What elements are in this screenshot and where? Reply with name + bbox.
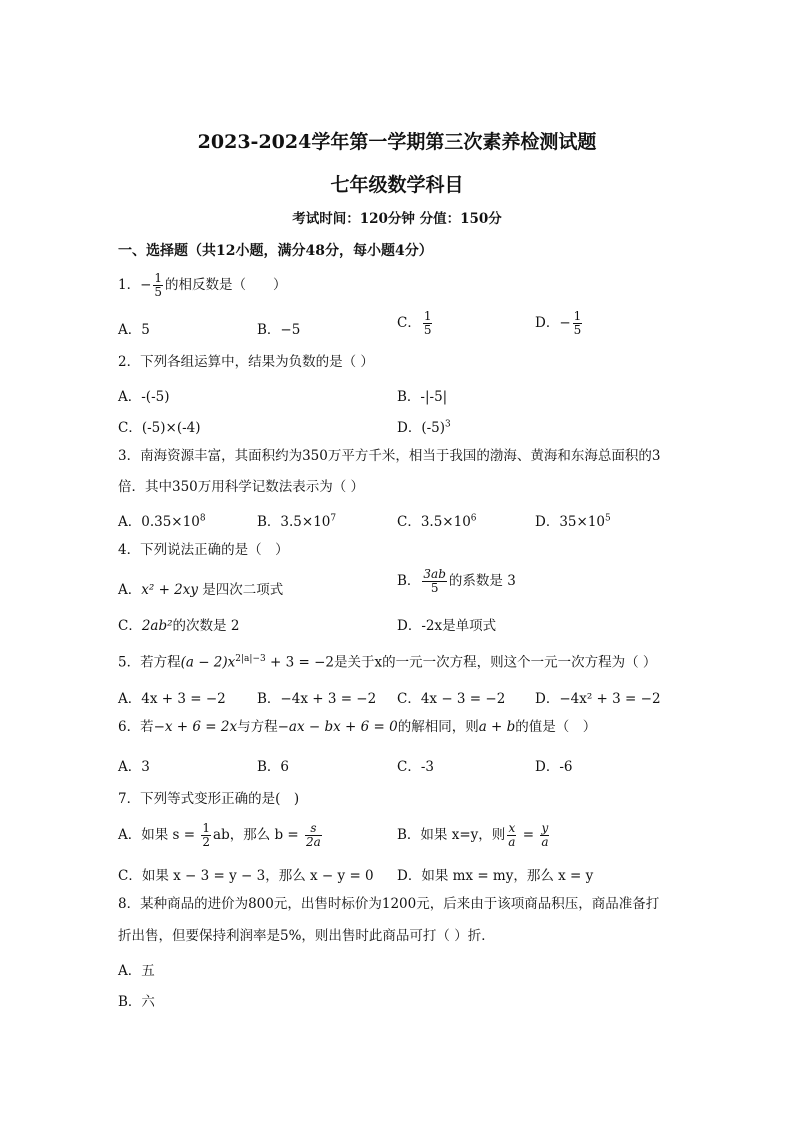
q4-option-b: B． $\frac{3ab}{5}$ 的系数是 3 <box>397 567 516 595</box>
q1-option-b: B．−5 <box>257 322 301 338</box>
q7-option-d: D．如果 mx = my，那么 x = y <box>397 868 594 884</box>
question-1-stem: 1．− $\frac{1}{5}$ 的相反数是（ ） <box>118 271 287 299</box>
fraction: $\frac{1}{5}$ <box>154 271 163 299</box>
q8-option-a: A．五 <box>118 963 155 979</box>
q2-option-d: D．$(-5)^3$ <box>397 419 451 436</box>
question-3-line2: 倍．其中350万用科学记数法表示为（ ） <box>118 479 365 495</box>
question-7-stem: 7．下列等式变形正确的是( ) <box>118 791 300 807</box>
q4-option-a: A．x² + 2xy 是四次二项式 <box>118 582 284 598</box>
q1-option-a: A．5 <box>118 322 150 338</box>
q5-option-a: A．4x + 3 = −2 <box>118 691 226 707</box>
question-8-line2: 折出售，但要保持利润率是5%，则出售时此商品可打（ ）折． <box>118 928 495 944</box>
section-heading: 一、选择题（共12小题，满分48分，每小题4分） <box>118 243 433 259</box>
q8-option-b: B．六 <box>118 994 155 1010</box>
q2-option-a: A．-(-5) <box>118 389 170 405</box>
exam-title: 2023-2024学年第一学期第三次素养检测试题 <box>197 131 597 153</box>
q6-option-a: A．3 <box>118 759 150 775</box>
q7-option-b: B．如果 x=y，则 $\frac{x}{a}$ = $\frac{y}{a}$ <box>397 821 549 849</box>
q3-option-d: D．$35\times 10^5$ <box>535 513 611 530</box>
exam-subtitle: 七年级数学科目 <box>330 174 464 196</box>
q5-option-b: B．−4x + 3 = −2 <box>257 691 377 707</box>
q5-option-d: D．−4x² + 3 = −2 <box>535 691 661 707</box>
question-8-line1: 8．某种商品的进价为800元，出售时标价为1200元，后来由于该项商品积压，商品准备打 <box>118 896 660 912</box>
q3-option-b: B．$3.5\times 10^7$ <box>257 513 337 530</box>
q2-option-c: C．(-5)×(-4) <box>118 420 201 436</box>
q7-option-a: A．如果 s = $\frac{1}{2}$ ab，那么 b = $\frac{s}{2a}$ <box>118 821 321 849</box>
q1-option-c: C． $\frac{1}{5}$ <box>397 309 432 337</box>
q1-option-d: D．− $\frac{1}{5}$ <box>535 309 582 337</box>
q7-option-c: C．如果 x − 3 = y − 3，那么 x − y = 0 <box>118 868 374 884</box>
q5-option-c: C．4x − 3 = −2 <box>397 691 506 707</box>
q2-option-b: B．-|-5| <box>397 389 448 405</box>
q6-option-b: B．6 <box>257 759 290 775</box>
q3-option-a: A．$0.35\times 10^8$ <box>118 513 206 530</box>
q4-option-d: D．-2x是单项式 <box>397 618 497 634</box>
exam-info: 考试时间：120分钟 分值：150分 <box>292 211 502 227</box>
q6-option-d: D．-6 <box>535 759 573 775</box>
question-2-stem: 2．下列各组运算中，结果为负数的是（ ） <box>118 354 374 370</box>
question-6-stem: 6．若−x + 6 = 2x与方程−ax − bx + 6 = 0的解相同，则a + b的值是（ ） <box>118 719 597 735</box>
q3-option-c: C．$3.5\times 10^6$ <box>397 513 477 530</box>
q6-option-c: C．-3 <box>397 759 434 775</box>
q4-option-c: C．2ab²的次数是 2 <box>118 618 240 634</box>
question-4-stem: 4．下列说法正确的是（ ） <box>118 542 289 558</box>
question-3-line1: 3．南海资源丰富，其面积约为350万平方千米，相当于我国的渤海、黄海和东海总面积的3 <box>118 448 661 464</box>
question-5-stem: 5．若方程$(a - 2)x^{2|a|-3} + 3 = -2$是关于x的一元一次方程，则这个一元一次方程为（ ） <box>118 654 657 671</box>
